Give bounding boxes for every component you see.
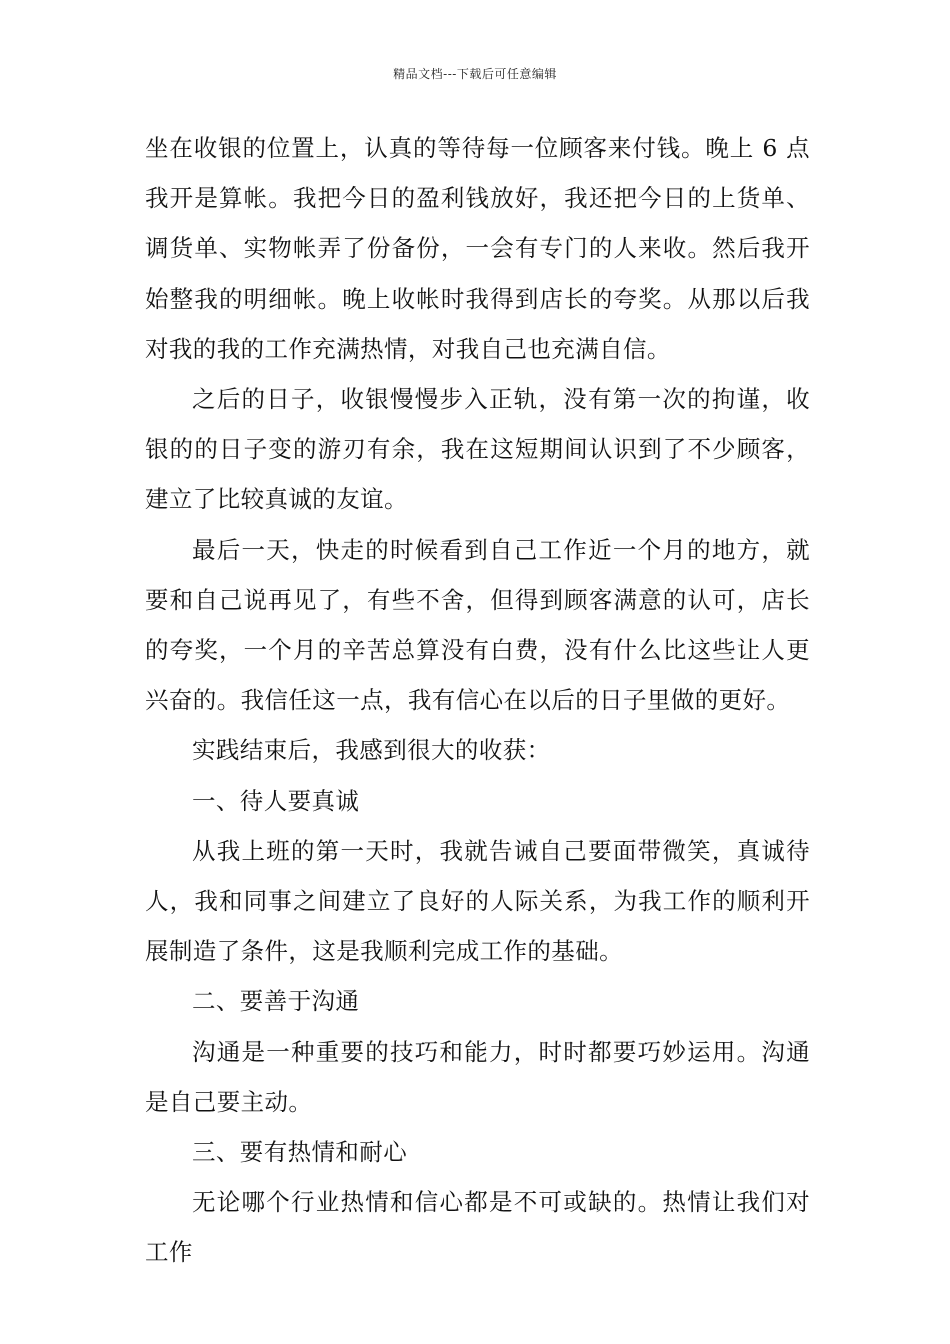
paragraph-last-day: 最后一天，快走的时候看到自己工作近一个月的地方，就要和自己说再见了，有些不舍，但得到顾客满意的认可，店长的夸奖，一个月的辛苦总算没有白费，没有什么比这些让人更兴奋的。我信任这一点，我有信心在以后的日子里做的更好。 <box>145 535 810 715</box>
page-header: 精品文档---下载后可任意编辑 <box>393 67 557 81</box>
paragraph-enthusiasm: 无论哪个行业热情和信心都是不可或缺的。热情让我们对工作 <box>145 1188 810 1267</box>
document-body <box>145 123 810 1278</box>
paragraph-later-days: 之后的日子，收银慢慢步入正轨，没有第一次的拘谨，收银的的日子变的游刃有余，我在这短期间认识到了不少顾客，建立了比较真诚的友谊。 <box>145 385 810 514</box>
paragraph-gains-intro: 实践结束后，我感到很大的收获： <box>192 736 551 765</box>
paragraph-sincerity: 从我上班的第一天时，我就告诫自己要面带微笑，真诚待人，我和同事之间建立了良好的人际关系，为我工作的顺利开展制造了条件，这是我顺利完成工作的基础。 <box>145 836 810 966</box>
heading-sincerity: 一、待人要真诚 <box>192 786 360 815</box>
paragraph-cashier-duties: 坐在收银的位置上，认真的等待每一位顾客来付钱。晚上 6 点我开是算帐。我把今日的盈利钱放好，我还把今日的上货单、调货单、实物帐弄了份备份，一会有专门的人来收。然后我开始整我的明细帐。晚上收帐时我得到店长的夸奖。从那以后我对我的我的工作充满热情，对我自己也充满自信。 <box>145 134 810 363</box>
heading-communication: 二、要善于沟通 <box>192 987 360 1016</box>
heading-enthusiasm: 三、要有热情和耐心 <box>192 1138 408 1167</box>
paragraph-communication: 沟通是一种重要的技巧和能力，时时都要巧妙运用。沟通是自己要主动。 <box>145 1037 810 1116</box>
